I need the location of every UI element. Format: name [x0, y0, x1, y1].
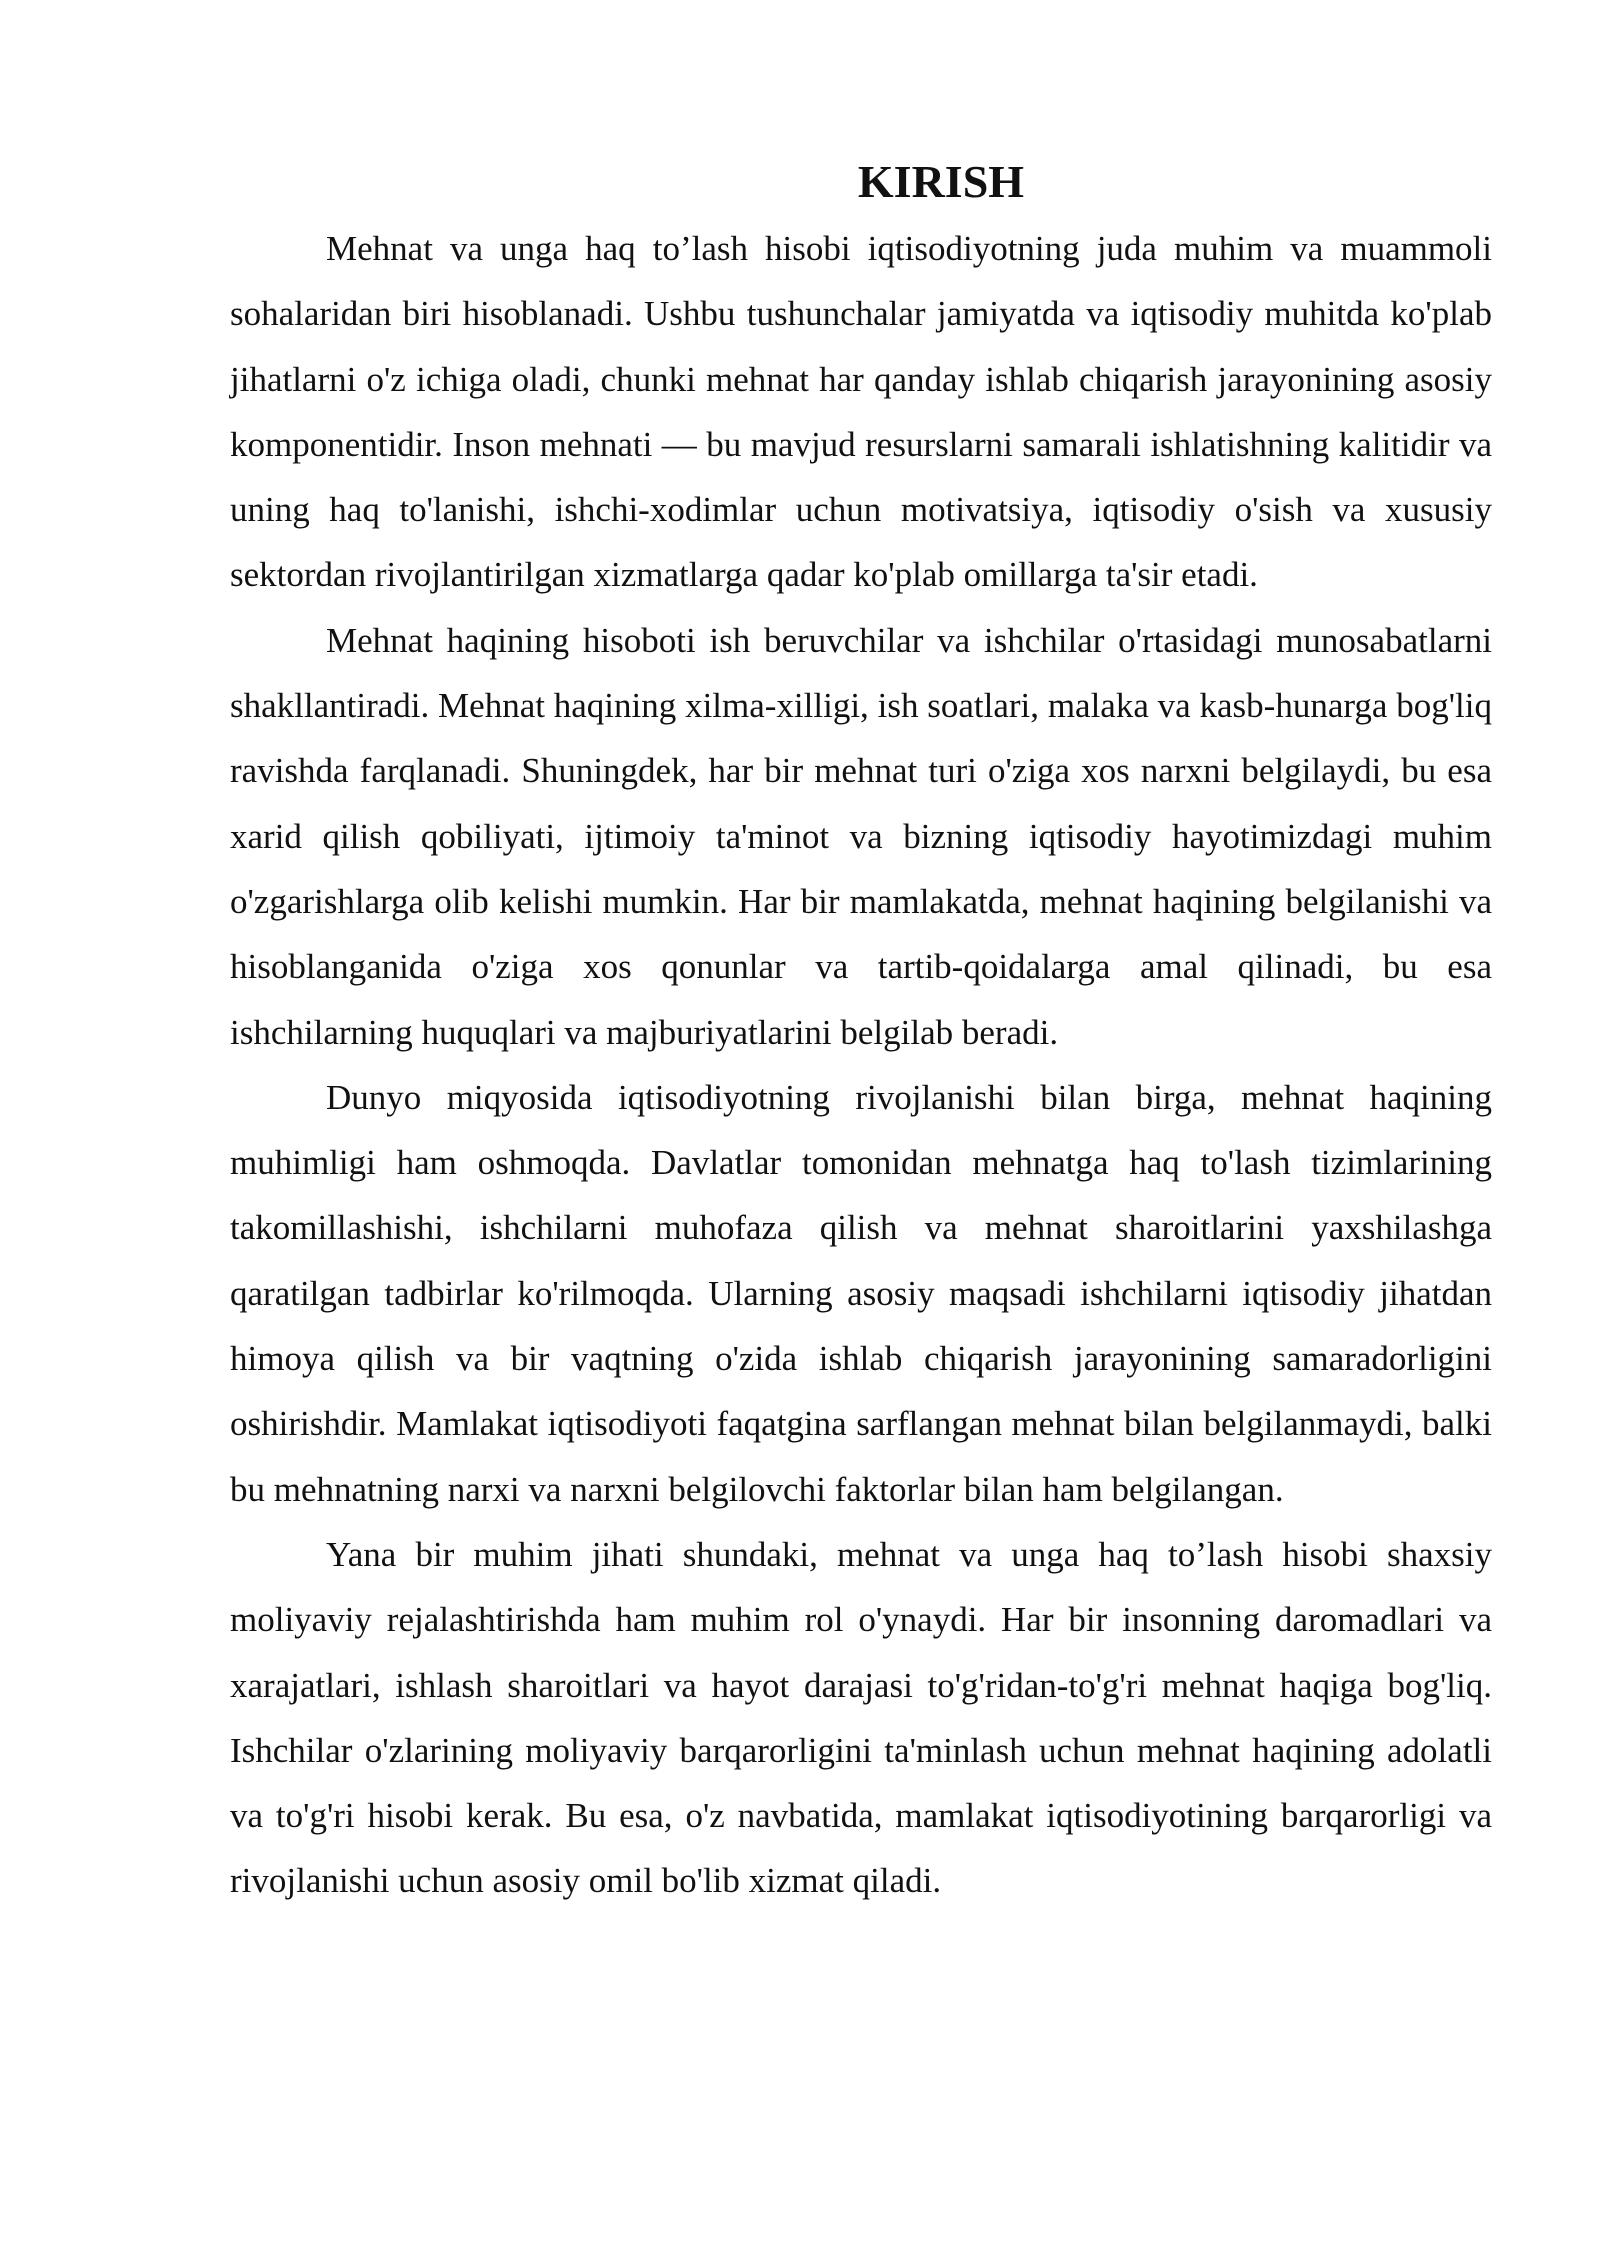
- paragraph-1: Mehnat va unga haq to’lash hisobi iqtisodiyotning juda muhim va muammoli sohalaridan biri hisoblanadi. Ushbu tushunchalar jamiyatda va iqtisodiy muhitda ko'plab jihatlarni o'z ichiga oladi, chunki mehnat har qanday ishlab chiqarish jarayonining asosiy komponentidir. Inson mehnati — bu mavjud resurslarni samarali ishlatishning kalitidir va uning haq to'lanishi, ishchi-xodimlar uchun motivatsiya, iqtisodiy o'sish va xususiy sektordan rivojlantirilgan xizmatlarga qadar ko'plab omillarga ta'sir etadi.: [230, 229, 1492, 595]
- paragraph-3: Dunyo miqyosida iqtisodiyotning rivojlanishi bilan birga, mehnat haqining muhimligi ham oshmoqda. Davlatlar tomonidan mehnatga haq to'lash tizimlarining takomillashishi, ishchilarni muhofaza qilish va mehnat sharoitlarini yaxshilashga qaratilgan tadbirlar ko'rilmoqda. Ularning asosiy maqsadi ishchilarni iqtisodiy jihatdan himoya qilish va bir vaqtning o'zida ishlab chiqarish jarayonining samaradorligini oshirishdir. Mamlakat iqtisodiyoti faqatgina sarflangan mehnat bilan belgilanmaydi, balki bu mehnatning narxi va narxni belgilovchi faktorlar bilan ham belgilangan.: [230, 1077, 1492, 1509]
- paragraph-4: Yana bir muhim jihati shundaki, mehnat va unga haq to’lash hisobi shaxsiy moliyaviy rejalashtirishda ham muhim rol o'ynaydi. Har bir insonning daromadlari va xarajatlari, ishlash sharoitlari va hayot darajasi to'g'ridan-to'g'ri mehnat haqiga bog'liq. Ishchilar o'zlarining moliyaviy barqarorligini ta'minlash uchun mehnat haqining adolatli va to'g'ri hisobi kerak. Bu esa, o'z navbatida, mamlakat iqtisodiyotining barqarorligi va rivojlanishi uchun asosiy omil bo'lib xizmat qiladi.: [230, 1534, 1492, 1901]
- paragraph-2: Mehnat haqining hisoboti ish beruvchilar va ishchilar o'rtasidagi munosabatlarni shakllantiradi. Mehnat haqining xilma-xilligi, ish soatlari, malaka va kasb-hunarga bog'liq ravishda farqlanadi. Shuningdek, har bir mehnat turi o'ziga xos narxni belgilaydi, bu esa xarid qilish qobiliyati, ijtimoiy ta'minot va bizning iqtisodiy hayotimizdagi muhim o'zgarishlarga olib kelishi mumkin. Har bir mamlakatda, mehnat haqining belgilanishi va hisoblanganida o'ziga xos qonunlar va tartib-qoidalarga amal qilinadi, bu esa ishchilarning huquqlari va majburiyatlarini belgilab beradi.: [230, 620, 1492, 1052]
- document-body: [230, 150, 1492, 1914]
- page-title: KIRISH: [857, 156, 1025, 207]
